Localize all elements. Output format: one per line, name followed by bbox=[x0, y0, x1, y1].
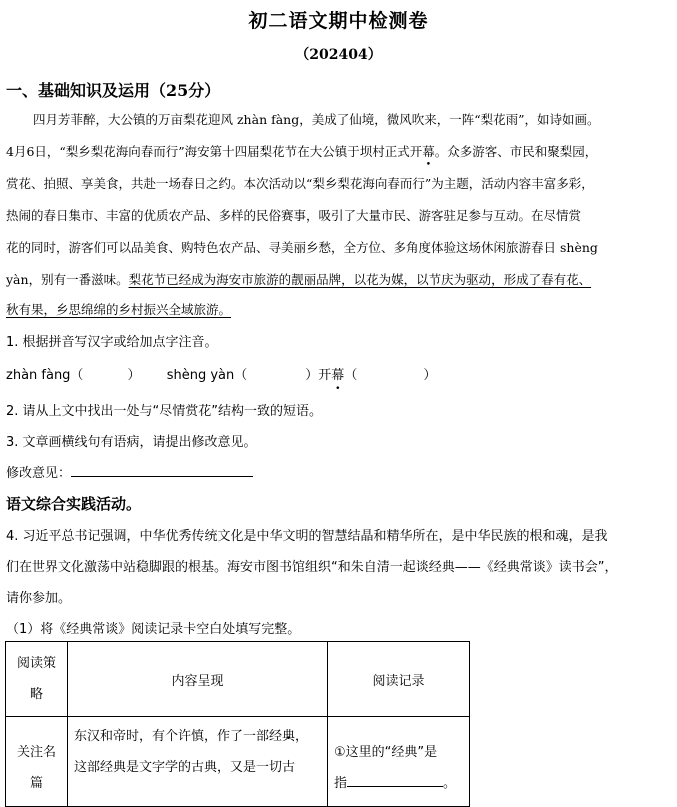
question-2: 2. 请从上文中找出一处与“尽情赏花”结构一致的短语。 bbox=[6, 404, 323, 419]
strategy-cell: 关注名 篇 bbox=[6, 717, 68, 807]
reading-record-table bbox=[5, 641, 470, 807]
question-4-line-2: 们在世界文化激荡中站稳脚跟的根基。海安市图书馆组织“和朱自清一起谈经典——《经典常谈》读书会”， bbox=[6, 560, 618, 575]
header-record: 阅读记录 bbox=[328, 642, 470, 717]
page-title: 初二语文期中检测卷 bbox=[248, 10, 429, 32]
passage-line-1: 四月芳菲醉，大公镇的万亩梨花迎风 zhàn fàng，美成了仙境，微风吹来，一阵“梨花雨”，如诗如画。 bbox=[33, 112, 600, 127]
passage-line-3: 赏花、拍照、享美食，共赴一场春日之约。本次活动以“梨乡梨花海向春而行”为主题，活动内容丰富多彩， bbox=[6, 176, 594, 191]
passage-line-2: 4月6日，“梨乡梨花海向春而行”海安第十四届梨花节在大公镇于坝村正式开幕。众多游客、市民和聚梨园， bbox=[6, 144, 598, 159]
underlined-sentence-end: 秋有果，乡思绵绵的乡村振兴全域旅游。 bbox=[6, 302, 232, 317]
passage-line-5: 花的同时，游客们可以品美食、购特色农产品、寻美丽乡愁，全方位、多角度体验这场休闲旅游春日 shèng bbox=[6, 240, 598, 255]
question-4-line-1: 4. 习近平总书记强调，中华优秀传统文化是中华文明的智慧结晶和精华所在，是中华民族的根和魂，是我 bbox=[6, 529, 608, 544]
section-heading-basics: 一、基础知识及运用（25分） bbox=[6, 81, 221, 100]
dotted-char: 幕 bbox=[331, 368, 345, 383]
record-cell: ①这里的“经典”是 指 。 bbox=[328, 717, 470, 807]
exam-date: （202404） bbox=[295, 47, 382, 63]
revision-answer-line[interactable] bbox=[71, 462, 253, 477]
underlined-sentence: 梨花节已经成为海安市旅游的靓丽品牌，以花为媒，以节庆为驱动，形成了春有花、 bbox=[128, 272, 592, 287]
question-1-items: zhàn fàng（ ） shèng yàn（ ）开幕（ ） bbox=[6, 368, 437, 383]
question-3: 3. 文章画横线句有语病，请提出修改意见。 bbox=[6, 435, 257, 450]
passage-line-4: 热闹的春日集市、丰富的优质农产品、多样的民俗赛事，吸引了大量市民、游客驻足参与互动。在尽情赏 bbox=[6, 208, 582, 223]
passage-line-7 bbox=[6, 300, 231, 318]
question-4-line-3: 请你参加。 bbox=[6, 591, 72, 606]
passage-line-6: yàn，别有一番滋味。梨花节已经成为海安市旅游的靓丽品牌，以花为媒，以节庆为驱动，形成了春有花、 bbox=[6, 272, 592, 287]
question-4-sub-1: （1）将《经典常谈》阅读记录卡空白处填写完整。 bbox=[6, 622, 301, 637]
content-cell: 东汉和帝时，有个许慎，作了一部经典 •， 这部经典是文字学的古典，又是一切古 bbox=[68, 717, 328, 807]
header-content: 内容呈现 bbox=[68, 642, 328, 717]
header-strategy: 阅读策 略 bbox=[6, 642, 68, 717]
revision-row: 修改意见： bbox=[6, 462, 253, 481]
section-heading-practice: 语文综合实践活动。 bbox=[6, 495, 142, 513]
dotted-char: 幕 bbox=[422, 144, 435, 159]
record-answer-line[interactable] bbox=[347, 774, 443, 787]
question-1: 1. 根据拼音写汉字或给加点字注音。 bbox=[6, 335, 218, 350]
